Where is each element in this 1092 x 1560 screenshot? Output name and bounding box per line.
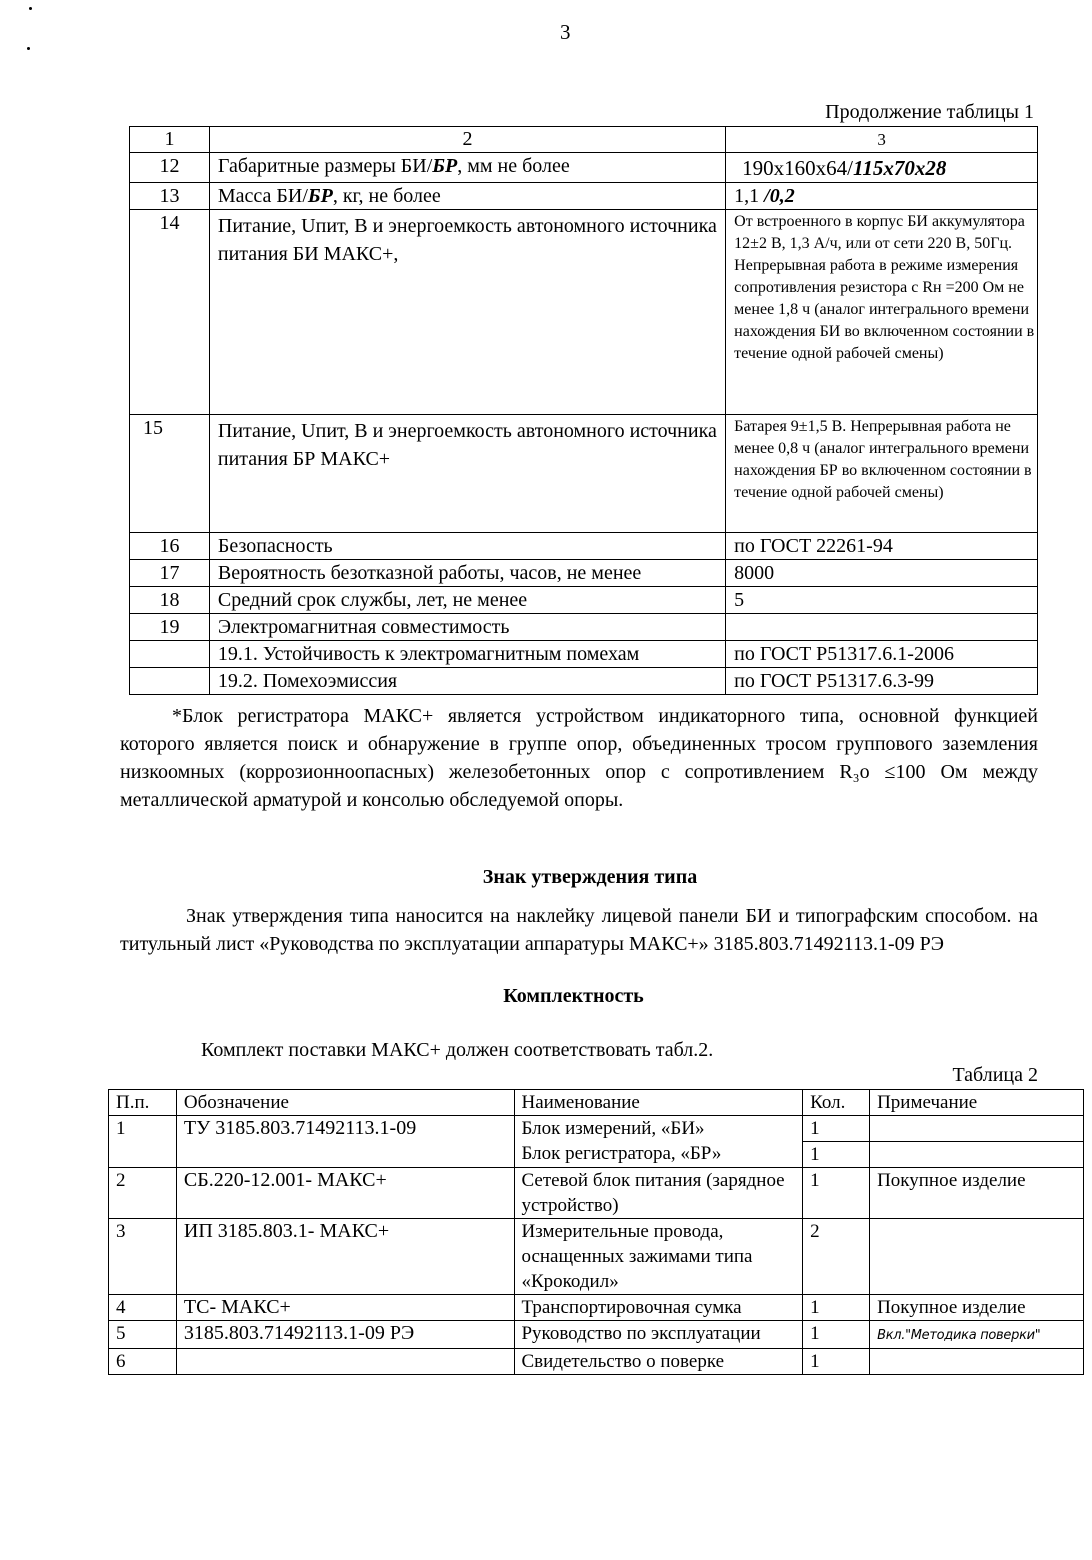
table-row	[130, 668, 1038, 695]
table-row	[109, 1295, 1084, 1321]
row-number: 6	[109, 1349, 177, 1375]
row-label: 19.1. Устойчивость к электромагнитным помехам	[209, 641, 725, 668]
table-row	[109, 1168, 1084, 1219]
row-code	[176, 1349, 515, 1375]
completeness-paragraph: Комплект поставки МАКС+ должен соответствовать табл.2.	[201, 1039, 714, 1061]
row-number: 5	[109, 1321, 177, 1349]
row-label: Питание, Uпит, В и энергоемкость автономного источника питания БР МАКС+	[209, 415, 725, 533]
row-label: Масса БИ/БР, кг, не более	[209, 183, 725, 210]
row-label: 19.2. Помехоэмиссия	[209, 668, 725, 695]
row-label: Безопасность	[209, 533, 725, 560]
table-row	[130, 533, 1038, 560]
table-row	[130, 560, 1038, 587]
row-code: СБ.220-12.001- МАКС+	[176, 1168, 515, 1219]
row-qty: 1	[803, 1295, 870, 1321]
row-value: по ГОСТ Р51317.6.1-2006	[726, 641, 1038, 668]
table-row	[109, 1349, 1084, 1375]
row-code: ИП 3185.803.1- МАКС+	[176, 1219, 515, 1295]
table-row	[130, 183, 1038, 210]
scan-speck	[29, 7, 32, 10]
row-value: Батарея 9±1,5 В. Непрерывная работа не менее 0,8 ч (аналог интегрального времени нахождения БР во включенном состоянии в течение одной рабочей смены)	[726, 415, 1038, 533]
row-value: От встроенного в корпус БИ аккумулятора 12±2 В, 1,3 А/ч, или от сети 220 В, 50Гц. Непрерывная работа в режиме измерения сопротивления резистора с Rн =200 Ом не менее 1,8 ч (аналог интегрального времени нахождения БИ во включенном состоянии в течение одной рабочей смены)	[726, 210, 1038, 415]
scan-speck	[27, 47, 30, 50]
row-value: 1,1 /0,2	[726, 183, 1038, 210]
row-number: 12	[130, 153, 210, 183]
header-cell: 3	[726, 127, 1038, 153]
table-row	[130, 587, 1038, 614]
row-code: ТУ 3185.803.71492113.1-09	[176, 1116, 515, 1168]
header-cell: Кол.	[803, 1090, 870, 1116]
row-note: Покупное изделие	[870, 1295, 1084, 1321]
row-number: 16	[130, 533, 210, 560]
row-name-line: Блок измерений, «БИ»	[521, 1118, 705, 1139]
row-name-line: Блок регистратора, «БР»	[521, 1143, 722, 1164]
row-note: Покупное изделие	[870, 1168, 1084, 1219]
header-cell: Примечание	[870, 1090, 1084, 1116]
row-number: 19	[130, 614, 210, 641]
row-note	[870, 1142, 1084, 1168]
row-name: Измерительные провода, оснащенных зажимами типа «Крокодил»	[515, 1219, 803, 1295]
table-row	[130, 210, 1038, 415]
row-number: 17	[130, 560, 210, 587]
row-qty: 1	[803, 1321, 870, 1349]
row-label: Вероятность безотказной работы, часов, не менее	[209, 560, 725, 587]
row-label: Габаритные размеры БИ/БР, мм не более	[209, 153, 725, 183]
table-row	[130, 153, 1038, 183]
table-row	[109, 1116, 1084, 1142]
type-approval-paragraph: Знак утверждения типа наносится на наклейку лицевой панели БИ и типографским способом. на титульный лист «Руководства по эксплуатации аппаратуры МАКС+» 3185.803.71492113.1-09 РЭ	[120, 905, 1038, 955]
table-row	[130, 614, 1038, 641]
row-note	[870, 1116, 1084, 1142]
row-number: 2	[109, 1168, 177, 1219]
row-value	[726, 614, 1038, 641]
header-cell: Наименование	[515, 1090, 803, 1116]
header-cell: 1	[130, 127, 210, 153]
page-number: 3	[560, 20, 571, 44]
row-code: 3185.803.71492113.1-09 РЭ	[176, 1321, 515, 1349]
row-number	[130, 641, 210, 668]
row-label: Средний срок службы, лет, не менее	[209, 587, 725, 614]
specifications-table	[129, 126, 1038, 695]
table-row	[109, 1321, 1084, 1349]
table-row	[130, 415, 1038, 533]
header-cell: 2	[209, 127, 725, 153]
row-number: 18	[130, 587, 210, 614]
row-name	[515, 1116, 803, 1168]
row-qty: 2	[803, 1219, 870, 1295]
footnote-paragraph: *Блок регистратора МАКС+ является устройством индикаторного типа, основной функцией которого является поиск и обнаружение в группе опор, объединенных тросом группового заземления низкоомных (коррозионноопасных) железобетонных опор с сопротивлением R₃о ≤100 Ом между металлической арматурой и консолью обследуемой опоры.	[120, 705, 1038, 811]
row-value: по ГОСТ 22261-94	[726, 533, 1038, 560]
table-row	[130, 641, 1038, 668]
row-code: ТС- МАКС+	[176, 1295, 515, 1321]
row-number: 3	[109, 1219, 177, 1295]
row-number: 1	[109, 1116, 177, 1168]
handwritten-note: Вкл."Методика поверки"	[877, 1328, 1041, 1343]
delivery-set-table	[108, 1089, 1084, 1375]
row-qty: 1	[803, 1349, 870, 1375]
row-label: Электромагнитная совместимость	[209, 614, 725, 641]
row-qty: 1	[803, 1168, 870, 1219]
row-number: 14	[130, 210, 210, 415]
table-header-row	[130, 127, 1038, 153]
table-header-row	[109, 1090, 1084, 1116]
table2-caption: Таблица 2	[952, 1064, 1038, 1086]
row-name: Транспортировочная сумка	[515, 1295, 803, 1321]
row-note-handwritten	[870, 1321, 1084, 1349]
row-value: 8000	[726, 560, 1038, 587]
table1-continuation-caption: Продолжение таблицы 1	[825, 101, 1034, 123]
row-note	[870, 1349, 1084, 1375]
row-number: 15	[130, 415, 210, 533]
row-value: 5	[726, 587, 1038, 614]
table-row	[109, 1219, 1084, 1295]
row-name: Руководство по эксплуатации	[515, 1321, 803, 1349]
row-number: 13	[130, 183, 210, 210]
row-value: 190x160x64/115x70x28	[726, 153, 1038, 183]
row-qty: 1	[803, 1116, 870, 1142]
row-qty: 1	[803, 1142, 870, 1168]
header-cell: П.п.	[109, 1090, 177, 1116]
row-number	[130, 668, 210, 695]
header-cell: Обозначение	[176, 1090, 515, 1116]
section-heading-completeness: Комплектность	[503, 985, 644, 1007]
row-note	[870, 1219, 1084, 1295]
section-heading-type-approval: Знак утверждения типа	[482, 866, 698, 888]
row-name: Сетевой блок питания (зарядное устройство)	[515, 1168, 803, 1219]
row-label: Питание, Uпит, В и энергоемкость автономного источника питания БИ МАКС+,	[209, 210, 725, 415]
row-value: по ГОСТ Р51317.6.3-99	[726, 668, 1038, 695]
row-number: 4	[109, 1295, 177, 1321]
row-name: Свидетельство о поверке	[515, 1349, 803, 1375]
